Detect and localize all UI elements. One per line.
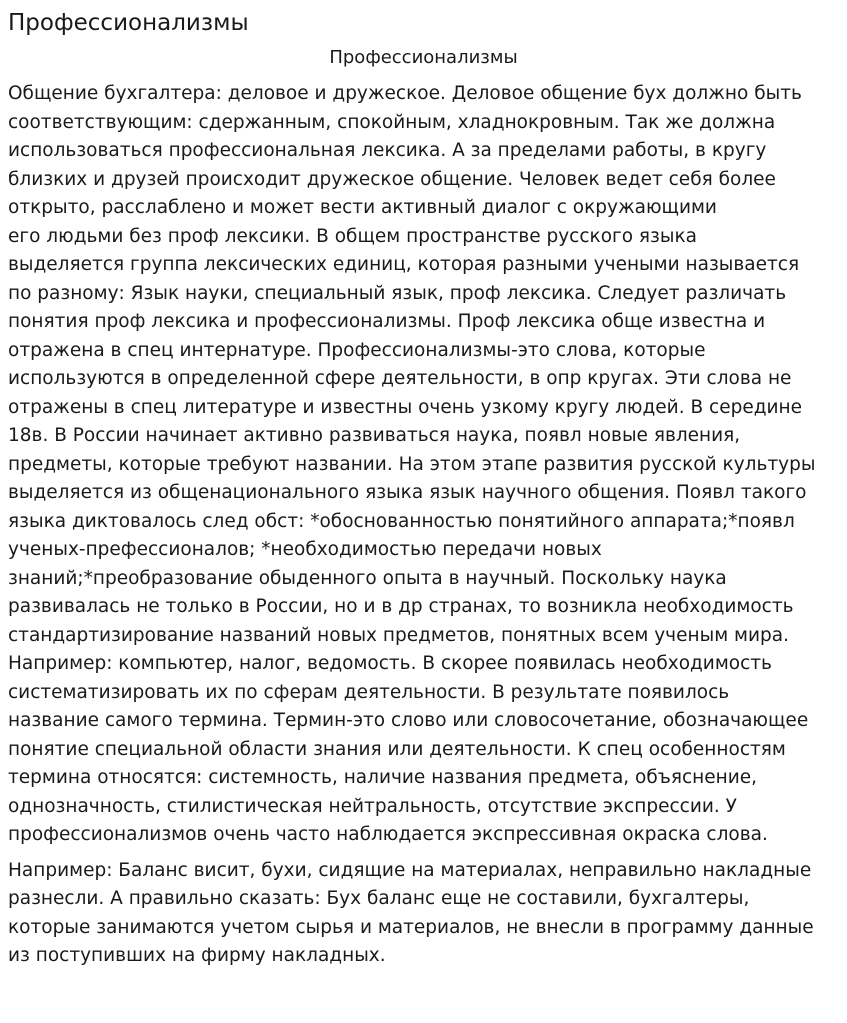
text-line: открыто, расслаблено и может вести активный диалог с окружающими	[8, 197, 717, 218]
text-line: название самого термина. Термин-это слово или словосочетание, обозначающее	[8, 710, 809, 731]
text-line: близких и друзей происходит дружеское общение. Человек ведет себя более	[8, 168, 776, 190]
text-line: используются в определенной сфере деятельности, в опр кругах. Эти слова не	[8, 368, 792, 389]
text-line: использоваться профессиональная лексика. А за пределами работы, в кругу	[8, 140, 767, 161]
paragraph-2	[8, 857, 839, 971]
text-line: разнесли. А правильно сказать: Бух баланс еще не составили, бухгалтеры,	[8, 888, 750, 909]
text-line: термина относятся: системность, наличие названия предмета, объяснение,	[8, 767, 758, 788]
text-line: из поступивших на фирму накладных.	[8, 945, 386, 966]
text-line: которые занимаются учетом сырья и материалов, не внесли в программу данные	[8, 916, 814, 938]
text-line: ученых-префессионалов; *необходимостью передачи новых	[8, 539, 602, 560]
text-line: понятие специальной области знания или деятельности. К спец особенностям	[8, 738, 786, 760]
text-line: соответствующим: сдержанным, спокойным, хладнокровным. Так же должна	[8, 111, 776, 133]
text-line: предметы, которые требуют названии. На этом этапе развития русской культуры	[8, 453, 816, 475]
text-line: языка диктовалось след обст: *обоснованностью понятийного аппарата;*появл	[8, 510, 795, 532]
text-line: понятия проф лексика и профессионализмы. Проф лексика обще известна и	[8, 311, 766, 332]
text-line: систематизировать их по сферам деятельности. В результате появилось	[8, 681, 730, 703]
document-subtitle: Профессионализмы	[329, 47, 518, 68]
paragraph-1	[8, 80, 839, 850]
text-line: Общение бухгалтера: деловое и дружеское. Деловое общение бух должно быть	[8, 83, 802, 104]
text-line: Например: Баланс висит, бухи, сидящие на материалах, неправильно накладные	[8, 859, 812, 881]
text-line: однозначность, стилистическая нейтральность, отсутствие экспрессии. У	[8, 795, 737, 817]
text-line: Например: компьютер, налог, ведомость. В скорее появилась необходимость	[8, 653, 772, 674]
text-line: профессионализмов очень часто наблюдается экспрессивная окраска слова.	[8, 824, 768, 845]
text-line: отражены в спец литературе и известны очень узкому кругу людей. В середине	[8, 396, 802, 418]
text-line: его людьми без проф лексики. В общем пространстве русского языка	[8, 225, 698, 247]
text-line: выделяется группа лексических единиц, которая разными учеными называется	[8, 254, 800, 275]
text-line: по разному: Язык науки, специальный язык, проф лексика. Следует различать	[8, 282, 787, 304]
text-line: развивалась не только в России, но и в др странах, то возникла необходимость	[8, 596, 794, 617]
text-line: отражена в спец интернатуре. Профессионализмы-это слова, которые	[8, 339, 706, 361]
text-line: стандартизирование названий новых предметов, понятных всем ученым мира.	[8, 624, 789, 646]
text-line: знаний;*преобразование обыденного опыта в научный. Поскольку наука	[8, 567, 727, 589]
text-line: 18в. В России начинает активно развиваться наука, появл новые явления,	[8, 425, 741, 446]
page-title: Профессионализмы	[8, 10, 249, 36]
text-line: выделяется из общенационального языка язык научного общения. Появл такого	[8, 482, 807, 503]
